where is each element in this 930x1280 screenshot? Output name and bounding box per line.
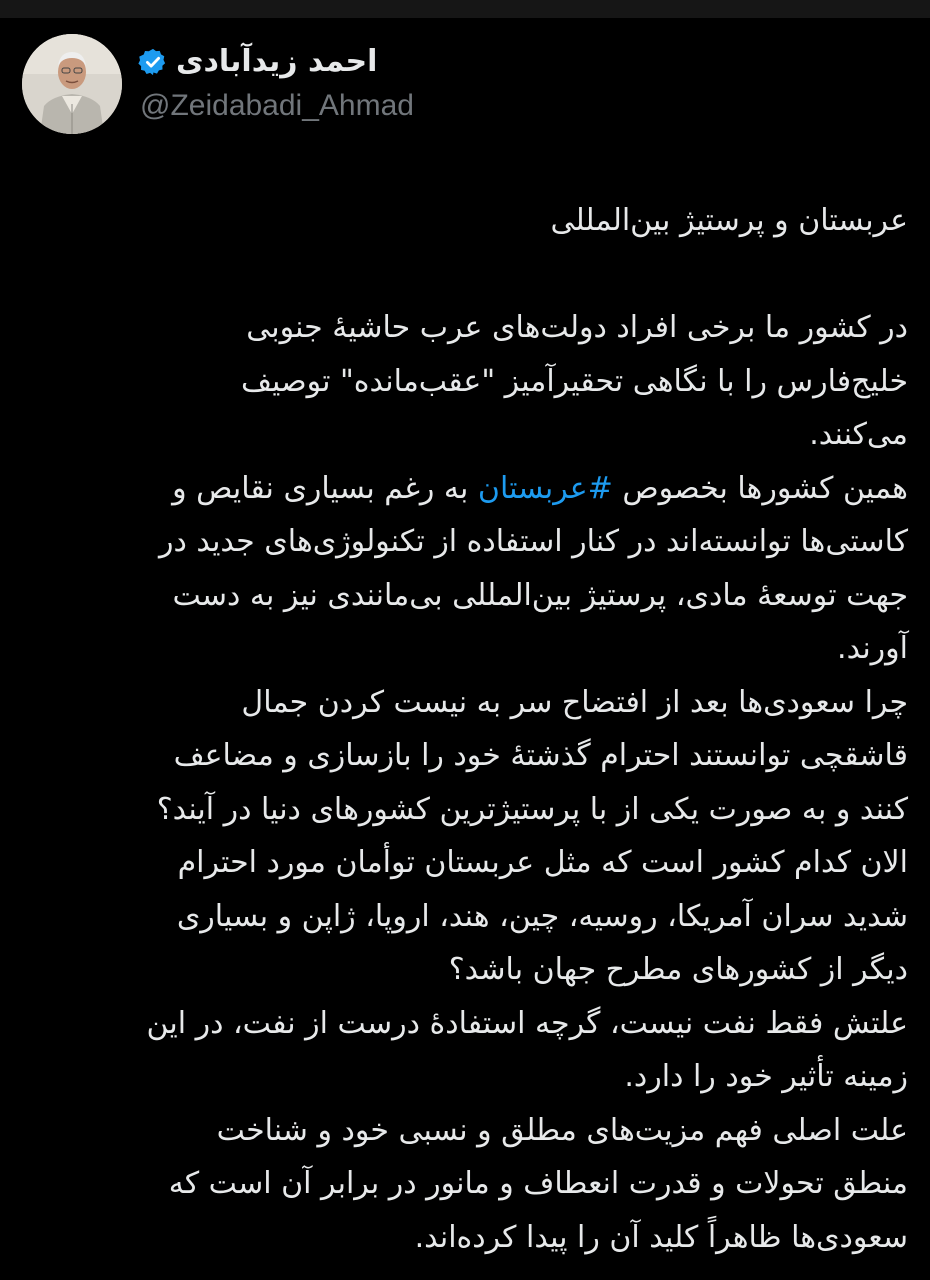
tweet-line: زمینه تأثیر خود را دارد. <box>624 1059 908 1094</box>
verified-badge-icon <box>138 47 168 77</box>
tweet-line: منطق تحولات و قدرت انعطاف و مانور در برابر آن است که <box>168 1166 908 1201</box>
tweet-line: جهت توسعهٔ مادی، پرستیژ بین‌المللی بی‌مانندی نیز به دست <box>172 577 908 613</box>
tweet-line: در کشور ما برخی افراد دولت‌های عرب حاشیهٔ جنوبی <box>246 310 908 345</box>
tweet-line: علتش فقط نفت نیست، گرچه استفادهٔ درست از نفت، در این <box>146 1005 908 1041</box>
tweet-line: می‌کنند. <box>809 417 908 452</box>
avatar[interactable] <box>22 34 122 134</box>
tweet-line: قاشقچی توانستند احترام گذشتهٔ خود را بازسازی و مضاعف <box>173 738 908 773</box>
tweet-line: علت اصلی فهم مزیت‌های مطلق و نسبی خود و شناخت <box>216 1112 908 1148</box>
tweet-line: کنند و به صورت یکی از با پرستیژترین کشورهای دنیا در آیند؟ <box>156 791 908 827</box>
tweet-header <box>22 30 908 140</box>
top-bar <box>0 0 930 18</box>
hashtag-link[interactable]: #عربستان <box>477 470 613 506</box>
author-name[interactable]: احمد زیدآبادی <box>176 44 378 79</box>
author-name-row[interactable] <box>138 42 377 82</box>
paragraph-gap <box>22 248 908 302</box>
tweet-line: آورند. <box>837 631 908 666</box>
tweet-text-segment: همین کشورها بخصوص <box>612 470 908 506</box>
tweet-text <box>22 194 908 1264</box>
tweet-line: سعودی‌ها ظاهراً کلید آن را پیدا کرده‌اند. <box>414 1219 908 1255</box>
tweet-line: خلیج‌فارس را با نگاهی تحقیرآمیز "عقب‌مانده" توصیف <box>241 363 908 399</box>
tweet-text-segment: به رغم بسیاری نقایص و <box>172 470 478 506</box>
avatar-photo <box>22 34 122 134</box>
tweet-line: دیگر از کشورهای مطرح جهان باشد؟ <box>448 952 908 987</box>
tweet-line: چرا سعودی‌ها بعد از افتضاح سر به نیست کردن جمال <box>241 684 908 720</box>
tweet-line: شدید سران آمریکا، روسیه، چین، هند، اروپا، ژاپن و بسیاری <box>176 898 908 934</box>
author-handle[interactable]: @Zeidabadi_Ahmad <box>140 89 414 122</box>
tweet-title: عربستان و پرستیژ بین‌المللی <box>550 203 908 238</box>
tweet-line-with-hashtag <box>22 462 908 516</box>
tweet-line: الان کدام کشور است که مثل عربستان توأمان مورد احترام <box>177 845 908 880</box>
tweet-line: کاستی‌ها توانسته‌اند در کنار استفاده از تکنولوژی‌های جدید در <box>158 524 908 559</box>
